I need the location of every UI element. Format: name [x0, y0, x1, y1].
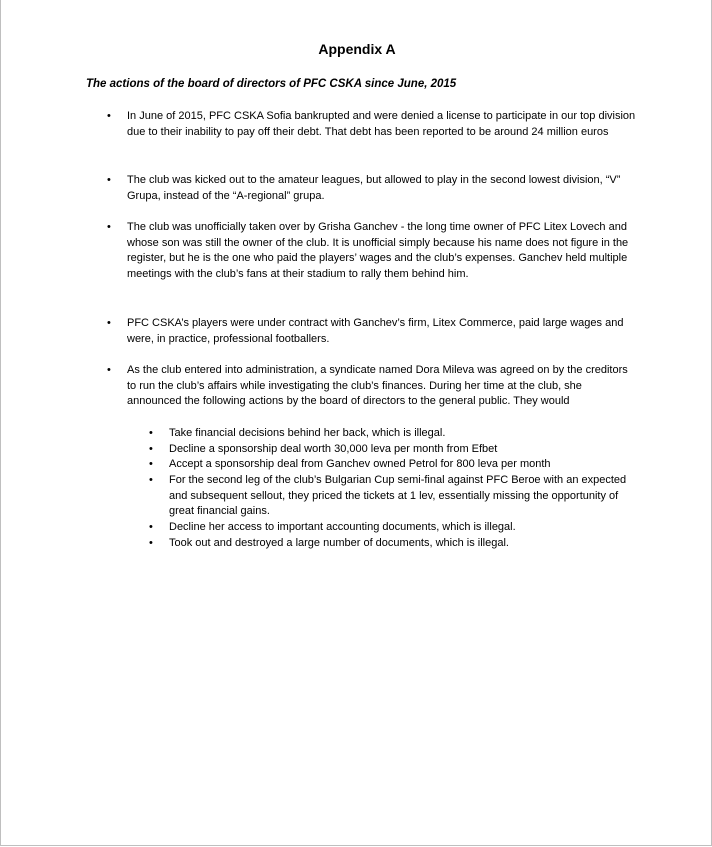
page-subtitle: The actions of the board of directors of PFC CSKA since June, 2015	[86, 78, 457, 90]
bullet-icon: •	[149, 474, 153, 486]
bullet-icon: •	[107, 221, 111, 233]
sub-bullet-text: Took out and destroyed a large number of documents, which is illegal.	[169, 537, 509, 549]
bullet-icon: •	[107, 317, 111, 329]
bullet-icon: •	[149, 521, 153, 533]
bullet-text: As the club entered into administration, a syndicate named Dora Mileva was agreed on by the creditors to run the club’s affairs while investigating the club’s finances. During her time at the club, she announced the following actions by the board of directors to the general public. They would	[127, 364, 628, 408]
page-title: Appendix A	[318, 41, 396, 57]
bullet-icon: •	[149, 427, 153, 439]
bullet-icon: •	[107, 364, 111, 376]
bullet-icon: •	[107, 174, 111, 186]
bullet-text: The club was kicked out to the amateur leagues, but allowed to play in the second lowest division, “V” Grupa, instead of the “A-regional” grupa.	[127, 174, 621, 202]
bullet-text: In June of 2015, PFC CSKA Sofia bankrupted and were denied a license to participate in our top division due to their inability to pay off their debt. That debt has been reported to be around 24 million euros	[127, 110, 636, 138]
sub-bullet-text: Decline her access to important accounting documents, which is illegal.	[169, 521, 516, 533]
sub-bullet-text: Decline a sponsorship deal worth 30,000 leva per month from Efbet	[169, 443, 498, 455]
bullet-icon: •	[149, 443, 153, 455]
sub-bullet-text: Take financial decisions behind her back, which is illegal.	[169, 427, 446, 439]
bullet-icon: •	[107, 110, 111, 122]
sub-bullet-text: For the second leg of the club’s Bulgarian Cup semi-final against PFC Beroe with an expected and subsequent sellout, they priced the tickets at 1 lev, essentially missing the opportunity of great financial gains.	[169, 474, 627, 518]
bullet-text: The club was unofficially taken over by Grisha Ganchev - the long time owner of PFC Litex Lovech and whose son was still the owner of the club. It is unofficial simply because his name does not figure in the register, but he is the one who paid the players’ wages and the club’s expenses. Ganchev held multiple meetings with the club’s fans at their stadium to rally them behind him.	[127, 221, 629, 280]
bullet-icon: •	[149, 458, 153, 470]
bullet-icon: •	[149, 537, 153, 549]
sub-bullet-text: Accept a sponsorship deal from Ganchev owned Petrol for 800 leva per month	[169, 458, 551, 470]
bullet-text: PFC CSKA’s players were under contract with Ganchev’s firm, Litex Commerce, paid large wages and were, in practice, professional footballers.	[127, 317, 624, 345]
